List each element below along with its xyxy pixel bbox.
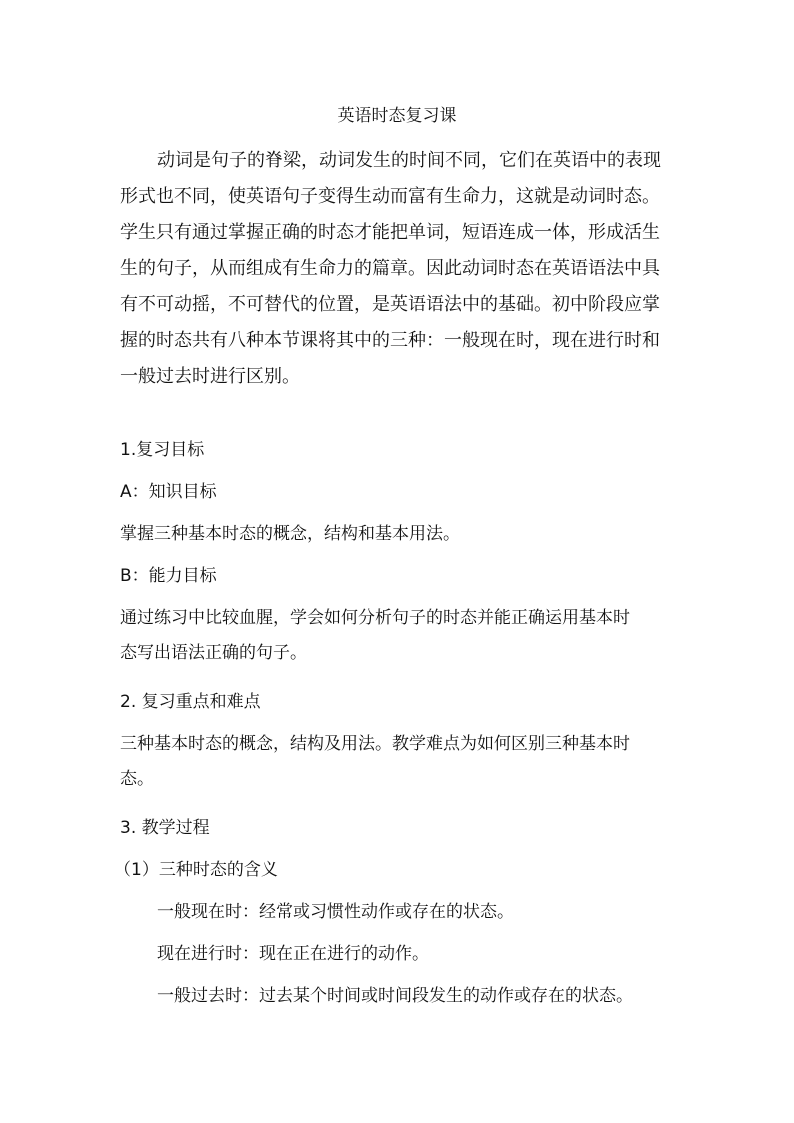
tense-definition: 一般过去时：过去某个时间或时间段发生的动作或存在的状态。 [157, 986, 633, 1006]
section2-text [120, 727, 690, 797]
section1-heading: 1.复习目标 [120, 440, 205, 460]
intro-line: 学生只有通过掌握正确的时态才能把单词，短语连成一体，形成活生 [120, 222, 660, 243]
intro-paragraph [120, 143, 690, 395]
tense-definition: 现在进行时：现在正在进行的动作。 [157, 944, 429, 964]
section2-line: 三种基本时态的概念，结构及用法。教学难点为如何区别三种基本时 [120, 734, 630, 754]
intro-line: 动词是句子的脊梁，动词发生的时间不同，它们在英语中的表现 [157, 150, 661, 171]
section3-subheading: （1）三种时态的含义 [114, 860, 278, 880]
section2-heading: 2. 复习重点和难点 [120, 692, 261, 712]
intro-line: 有不可动摇，不可替代的位置，是英语语法中的基础。初中阶段应掌 [120, 294, 660, 315]
ability-goal-line: 通过练习中比较血腥，学会如何分析句子的时态并能正确运用基本时 [120, 608, 630, 628]
ability-goal-label: B：能力目标 [120, 566, 217, 586]
section3-heading: 3. 教学过程 [120, 818, 210, 838]
intro-line: 形式也不同，使英语句子变得生动而富有生命力，这就是动词时态。 [120, 186, 660, 207]
tense-definition: 一般现在时：经常或习惯性动作或存在的状态。 [157, 902, 514, 922]
section2-line: 态。 [120, 769, 154, 789]
knowledge-goal-label: A：知识目标 [120, 482, 217, 502]
ability-goal-text [120, 601, 690, 671]
intro-line: 握的时态共有八种本节课将其中的三种：一般现在时，现在进行时和 [120, 330, 660, 351]
ability-goal-line: 态写出语法正确的句子。 [120, 643, 307, 663]
document-title: 英语时态复习课 [337, 106, 457, 126]
intro-line: 生的句子，从而组成有生命力的篇章。因此动词时态在英语语法中具 [120, 258, 660, 279]
intro-line: 一般过去时进行区别。 [120, 366, 300, 387]
knowledge-goal-text: 掌握三种基本时态的概念，结构和基本用法。 [120, 524, 460, 544]
